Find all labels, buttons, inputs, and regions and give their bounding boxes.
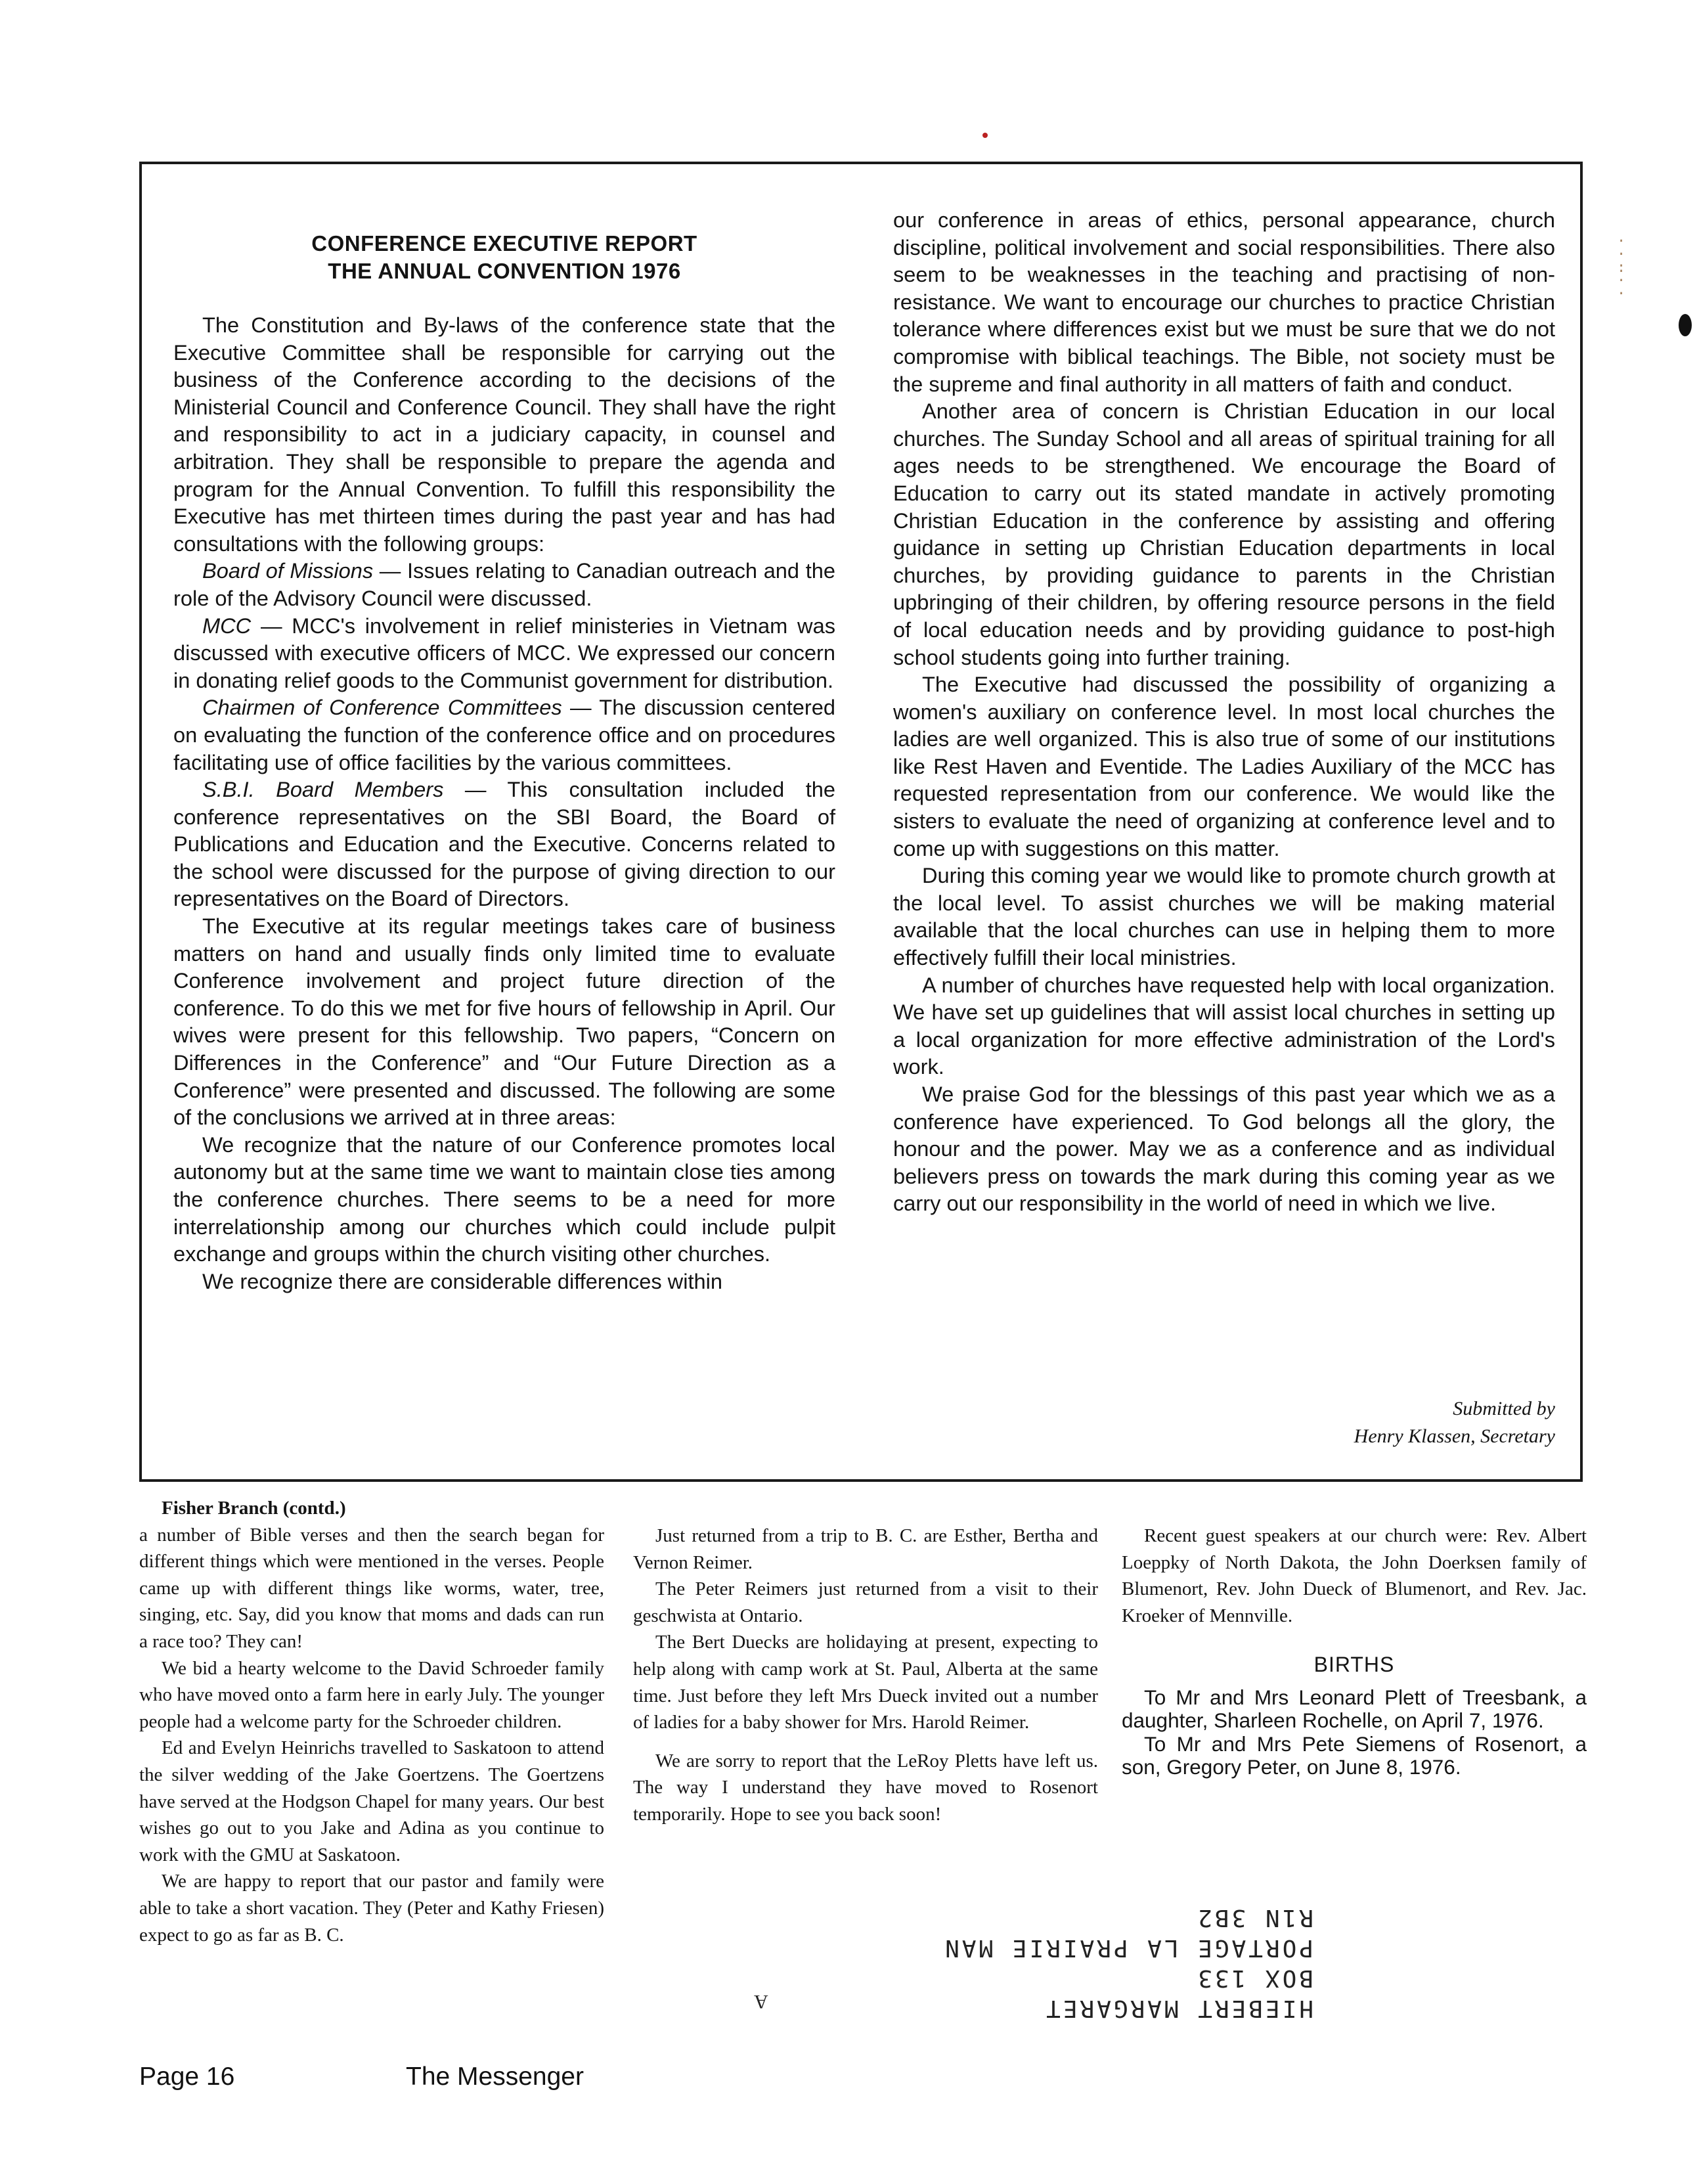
report-paragraph: A number of churches have requested help with local organization. We have set up guidelines that will assist local churches in setting up a local organization for more effective administration of the Lord's work. (893, 972, 1555, 1079)
edge-blot (1679, 314, 1692, 336)
report-paragraph: We praise God for the blessings of this past year which we as a conference have experienced. To God belongs all the glory, the honour and the power. May we as a conference and as individual believers press on towards the mark during this coming year as we carry out our responsibility in the world of need in which we live. (893, 1082, 1555, 1216)
publication-name: The Messenger (406, 2062, 584, 2091)
paragraph-text: — This consultation included the conference representatives on the SBI Board, the Board of Publications and Education and the Executive. Concerns related to the school were discussed for the purpose of giving direction to our representatives on the Board of Directors. (173, 777, 835, 911)
address-line-city: PORTAGE LA PRAIRIE MAN (942, 1934, 1313, 1961)
report-title-line-2: THE ANNUAL CONVENTION 1976 (328, 259, 681, 283)
sbi-board-lead: S.B.I. Board Members (202, 777, 444, 802)
news-paragraph: The Peter Reimers just returned from a visit to their geschwista at Ontario. (633, 1578, 1098, 1626)
report-paragraph: The Executive had discussed the possibility of organizing a women's auxiliary on conference level. In most local churches the ladies are well organized. This is also true of some of our institutions like Rest Haven and Eventide. The Ladies Auxiliary of the MCC has requested representation from our conference. We would like the sisters to evaluate the need of organizing at conference level and to come up with suggestions on this matter. (893, 672, 1555, 860)
report-paragraph: our conference in areas of ethics, personal appearance, church discipline, political involvement and social responsibilities. There also seem to be weaknesses in the teaching and practising of non-resistance. We want to encourage our churches to practice Christian tolerance where differences exist but we must be sure that we do not compromise with biblical teachings. The Bible, not society must be the supreme and final authority in all matters of faith and conduct. (893, 208, 1555, 396)
report-paragraph (173, 612, 835, 694)
fisher-branch-title: Fisher Branch (contd.) (162, 1498, 346, 1519)
paragraph-text: — The discussion centered on evaluating the function of the conference office and on procedures facilitating use of office facilities by the various committees. (173, 695, 836, 774)
news-column-2 (633, 1523, 1098, 1828)
news-paragraph: The Bert Duecks are holidaying at present, expecting to help along with camp work at St. Paul, Alberta at the same time. Just before they left Mrs Dueck invited out a number of ladies for a baby shower for Mrs. Harold Reimer. (633, 1632, 1098, 1733)
news-paragraph: Just returned from a trip to B. C. are Esther, Bertha and Vernon Reimer. (633, 1525, 1098, 1573)
news-paragraph: Ed and Evelyn Heinrichs travelled to Saskatoon to attend the silver wedding of the Jake Goertzens. The Goertzens have served at the Hodgson Chapel for many years. Our best wishes go out to you Jake and Adina as you continue to work with the GMU at Saskatoon. (139, 1737, 604, 1865)
report-paragraph: The Executive at its regular meetings takes care of business matters on hand and usually finds only limited time to evaluate Conference involvement and project future direction of the conference. To do this we met for five hours of fellowship in April. Our wives were present for this fellowship. Two papers, “Concern on Differences in the Conference” and “Our Future Direction as a Conference” were presented and discussed. The following are some of the conclusions we arrived at in three areas: (173, 914, 835, 1130)
news-column-1 (139, 1495, 604, 1948)
chairmen-lead: Chairmen of Conference Committees (202, 695, 562, 720)
paragraph-text: — Issues relating to Canadian outreach and the role of the Advisory Council were discussed. (173, 558, 835, 610)
report-paragraph (173, 557, 835, 612)
births-title: BIRTHS (1313, 1653, 1395, 1677)
spacer (633, 1736, 1098, 1748)
news-paragraph: a number of Bible verses and then the search began for different things which were mentioned in the verses. People came up with different things like worms, water, tree, singing, etc. Say, did you know that moms and dads can run a race too? They can! (139, 1524, 604, 1652)
submitted-by-block (1354, 1395, 1555, 1450)
news-paragraph: We are sorry to report that the LeRoy Pletts have left us. The way I understand they have moved to Rosenort temporarily. Hope to see you back soon! (633, 1750, 1098, 1825)
board-of-missions-lead: Board of Missions (202, 558, 374, 583)
report-left-column (173, 230, 835, 1295)
submitter-name: Henry Klassen, Secretary (1354, 1425, 1555, 1447)
news-paragraph: We are happy to report that our pastor and family were able to take a short vacation. They (Peter and Kathy Friesen) expect to go as far as B. C. (139, 1871, 604, 1946)
page-number: Page 16 (139, 2062, 235, 2091)
news-column-3 (1122, 1523, 1587, 1779)
label-mark: A (754, 1991, 768, 2013)
margin-specks: · · : · · (1617, 233, 1626, 302)
address-line-box: BOX 133 (1195, 1965, 1313, 1992)
birth-announcement: To Mr and Mrs Leonard Plett of Treesbank, a daughter, Sharleen Rochelle, on April 7, 1976. (1122, 1685, 1587, 1733)
printer-dot (982, 133, 988, 138)
news-paragraph: We bid a hearty welcome to the David Schroeder family who have moved onto a farm here in early July. The younger people had a welcome party for the Schroeder children. (139, 1657, 604, 1732)
report-paragraph (173, 776, 835, 912)
report-title-line-1: CONFERENCE EXECUTIVE REPORT (311, 231, 697, 256)
submitted-by-label: Submitted by (1453, 1398, 1555, 1419)
report-headline (173, 230, 835, 285)
report-paragraph: We recognize that the nature of our Conference promotes local autonomy but at the same time we want to maintain close ties among the conference churches. There seems to be a need for more interrelationship among our churches which could include pulpit exchange and groups within the church visiting other churches. (173, 1132, 835, 1266)
report-paragraph: During this coming year we would like to promote church growth at the local level. To assist churches we will be making material available that the local churches can use in helping them to more effectively fulfill their local ministries. (893, 863, 1555, 970)
report-paragraph (173, 694, 835, 776)
report-paragraph: We recognize there are considerable differences within (202, 1268, 722, 1293)
report-paragraph: The Constitution and By-laws of the conference state that the Executive Committee shall be responsible for carrying out the business of the Conference according to the decisions of the Ministerial Council and Conference Council. They shall have the right and responsibility to act in a judiciary capacity, in counsel and arbitration. They shall be responsible to prepare the agenda and program for the Annual Convention. To fulfill this responsibility the Executive has met thirteen times during the past year and has had consultations with the following groups: (173, 313, 835, 556)
mailing-address-label (736, 1859, 1313, 2023)
births-section (1122, 1651, 1587, 1779)
address-line-postal: R1N 3B2 (1195, 1904, 1313, 1931)
news-paragraph: Recent guest speakers at our church were: Rev. Albert Loeppky of North Dakota, the John Doerksen family of Blumenort, Rev. John Dueck of Blumenort, and Rev. Jac. Kroeker of Mennville. (1122, 1525, 1587, 1626)
birth-announcement: To Mr and Mrs Pete Siemens of Rosenort, a son, Gregory Peter, on June 8, 1976. (1122, 1731, 1587, 1779)
report-paragraph: Another area of concern is Christian Education in our local churches. The Sunday School and all areas of spiritual training for all ages needs to be strengthened. We encourage the Board of Education to carry out its stated mandate in actively promoting Christian Education in the conference by assisting and offering guidance in setting up Christian Education departments in local churches, by providing guidance to parents in the Christian upbringing of their children, by offering resource persons in the field of local education needs and by providing guidance to post-high school students going into further training. (893, 399, 1555, 669)
report-right-column (893, 206, 1555, 1217)
paragraph-text: — MCC's involvement in relief ministeries in Vietnam was discussed with executive officers of MCC. We expressed our concern in donating relief goods to the Communist government for distribution. (173, 613, 835, 692)
address-line-name: HIEBERT MARGARET (1044, 1995, 1313, 2022)
mcc-lead: MCC (202, 613, 252, 638)
conference-executive-report (139, 162, 1583, 1482)
